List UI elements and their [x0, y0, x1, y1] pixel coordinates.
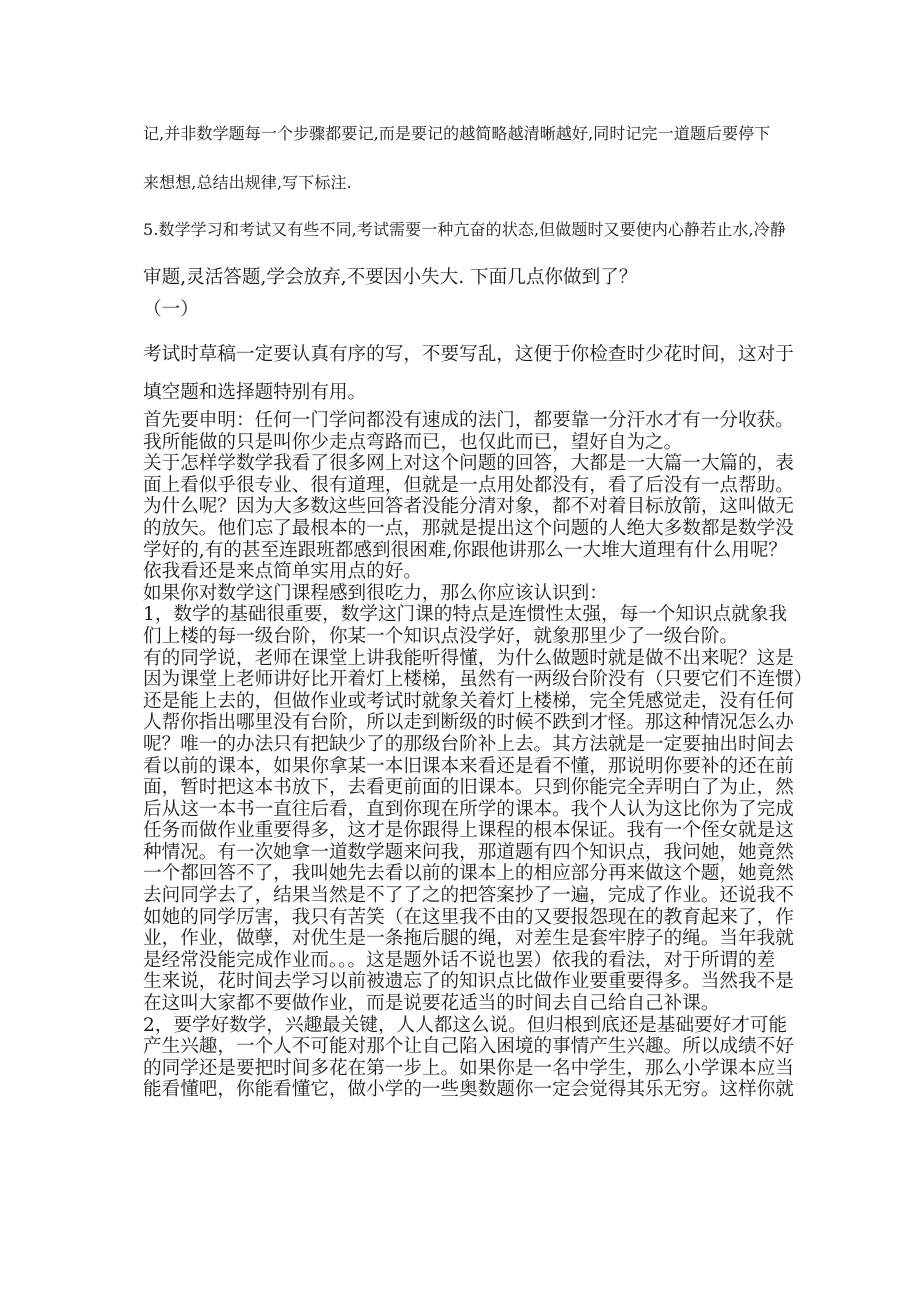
paragraph-line: 记,并非数学题每一个步骤都要记,而是要记的越简略越清晰越好,同时记完一道题后要停下 — [143, 124, 771, 143]
body-line: 后从这一本书一直往后看，直到你现在所学的课本。我个人认为这比你为了完成 — [143, 798, 794, 820]
body-line: 如她的同学厉害，我只有苦笑（在这里我不由的又要报怨现在的教育起来了，作 — [143, 906, 794, 928]
paragraph-line: 来想想,总结出规律,写下标注. — [143, 173, 352, 192]
body-text — [143, 410, 812, 1101]
body-line: 人帮你指出哪里没有台阶，所以走到断级的时候不跌到才怪。那这种情况怎么办 — [143, 712, 794, 734]
body-line: 如果你对数学这门课程感到很吃力，那么你应该认识到： — [143, 582, 608, 604]
paragraph-line: 考试时草稿一定要认真有序的写，不要写乱，这便于你检查时少花时间，这对于 — [143, 344, 794, 365]
body-line: 首先要申明：任何一门学问都没有速成的法门，都要靠一分汗水才有一分收获。 — [143, 410, 794, 431]
body-line: 产生兴趣，一个人不可能对那个让自己陷入困境的事情产生兴趣。所以成绩不好 — [143, 1036, 794, 1058]
paragraph-line: 填空题和选择题特别有用。 — [143, 382, 367, 403]
body-line: 还是能上去的，但做作业或考试时就象关着灯上楼梯，完全凭感觉走，没有任何 — [143, 690, 794, 712]
section-marker: （一） — [143, 299, 199, 320]
body-line: 面，暂时把这本书放下，去看更前面的旧课本。只到你能完全弄明白了为止，然 — [143, 777, 794, 799]
body-line: 2，要学好数学，兴趣最关键，人人都这么说。但归根到底还是基础要好才可能 — [143, 1014, 788, 1036]
body-line: 呢？唯一的办法只有把缺少了的那级台阶补上去。其方法就是一定要抽出时间去 — [143, 733, 794, 755]
body-line: 的同学还是要把时间多花在第一步上。如果你是一名中学生，那么小学课本应当 — [143, 1057, 794, 1079]
body-line: 种情况。有一次她拿一道数学题来问我，那道题有四个知识点，我问她，她竟然 — [143, 841, 794, 863]
body-line: 因为课堂上老师讲好比开着灯上楼梯，虽然有一两级台阶没有（只要它们不连惯） — [143, 669, 813, 691]
body-line: 为什么呢？因为大多数这些回答者没能分清对象，都不对着目标放箭，这叫做无 — [143, 496, 794, 518]
paragraph-line: 5.数学学习和考试又有些不同,考试需要一种亢奋的状态,但做题时又要使内心静若止水,冷静 — [143, 220, 786, 239]
body-line: 去问同学去了，结果当然是不了了之的把答案抄了一遍，完成了作业。还说我不 — [143, 885, 794, 907]
body-line: 在这叫大家都不要做作业，而是说要花适当的时间去自己给自己补课。 — [143, 993, 720, 1015]
body-line: 看以前的课本，如果你拿某一本旧课本来看还是看不懂，那说明你要补的还在前 — [143, 755, 794, 777]
body-line: 任务而做作业重要得多，这才是你跟得上课程的根本保证。我有一个侄女就是这 — [143, 820, 794, 842]
body-line: 是经常没能完成作业而。。。这是题外话不说也罢）依我的看法，对于所谓的差 — [143, 949, 776, 971]
body-line: 面上看似乎很专业、很有道理，但就是一点用处都没有，看了后没有一点帮助。 — [143, 474, 794, 496]
body-line: 的放矢。他们忘了最根本的一点，那就是提出这个问题的人绝大多数都是数学没 — [143, 517, 794, 539]
body-line: 我所能做的只是叫你少走点弯路而已，也仅此而已，望好自为之。 — [143, 431, 683, 453]
paragraph-line: 审题,灵活答题,学会放弃,不要因小失大. 下面几点你做到了？ — [143, 267, 638, 288]
body-line: 关于怎样学数学我看了很多网上对这个问题的回答，大都是一大篇一大篇的，表 — [143, 453, 794, 475]
body-line: 一个都回答不了，我叫她先去看以前的课本上的相应部分再来做这个题，她竟然 — [143, 863, 794, 885]
body-line: 业，作业，做孽，对优生是一条拖后腿的绳，对差生是套牢脖子的绳。当年我就 — [143, 928, 794, 950]
body-line: 依我看还是来点简单实用点的好。 — [143, 561, 422, 583]
body-line: 们上楼的每一级台阶，你某一个知识点没学好，就象那里少了一级台阶。 — [143, 625, 739, 647]
body-line: 有的同学说，老师在课堂上讲我能听得懂，为什么做题时就是做不出来呢？这是 — [143, 647, 794, 669]
body-line: 能看懂吧，你能看懂它，做小学的一些奥数题你一定会觉得其乐无穷。这样你就 — [143, 1079, 794, 1101]
body-line: 学好的,有的甚至连跟班都感到很困难,你跟他讲那么一大堆大道理有什么用呢？ — [143, 539, 788, 561]
body-line: 生来说，花时间去学习以前被遗忘了的知识点比做作业要重要得多。当然我不是 — [143, 971, 794, 993]
body-line: 1，数学的基础很重要，数学这门课的特点是连惯性太强，每一个知识点就象我 — [143, 604, 788, 626]
